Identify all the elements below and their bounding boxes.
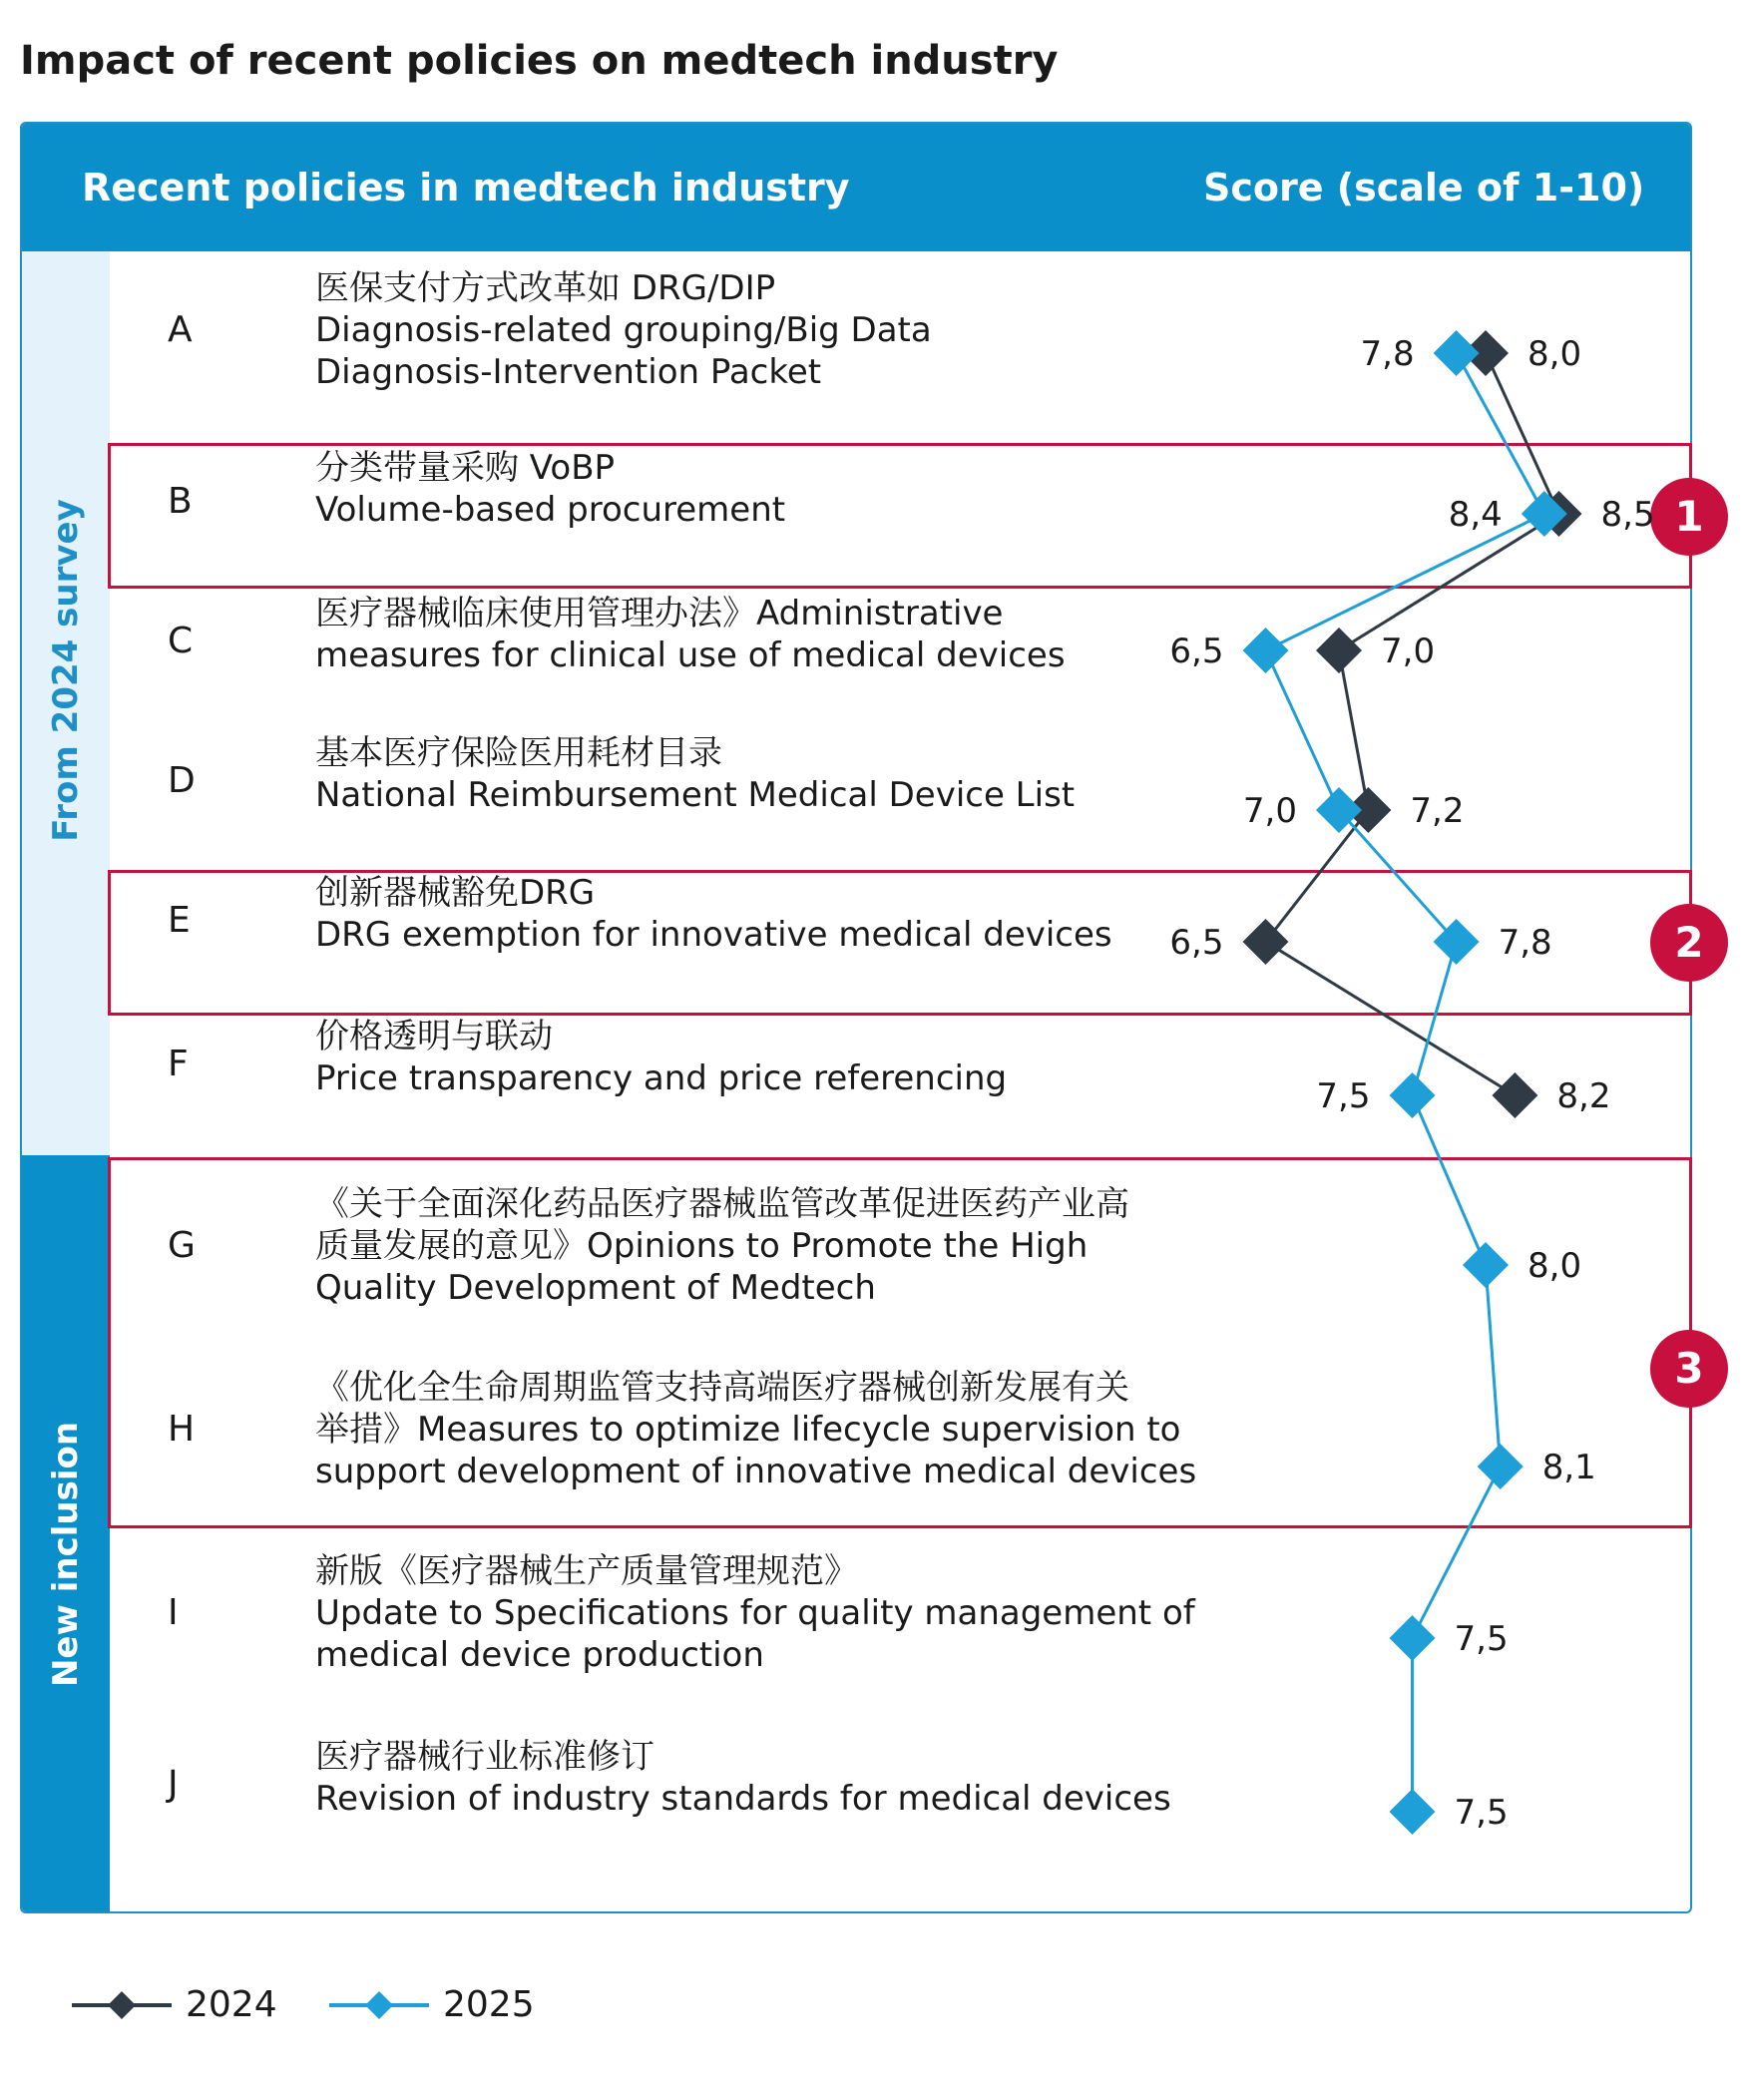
data-label-2025-C: 6,5	[1169, 631, 1224, 671]
policy-letter: F	[168, 1044, 189, 1084]
policy-en: 质量发展的意见》Opinions to Promote the High	[315, 1226, 1089, 1266]
policy-cn: 价格透明与联动	[315, 1017, 553, 1056]
header-policies: Recent policies in medtech industry	[82, 166, 850, 210]
policy-letter: B	[168, 481, 193, 522]
data-label-2025-F: 7,5	[1316, 1076, 1371, 1116]
data-label-2024-F: 8,2	[1556, 1076, 1611, 1116]
highlight-badge-3: 3	[1650, 1330, 1728, 1408]
legend-marker-2025-icon	[327, 1985, 431, 2025]
policy-letter: C	[168, 621, 194, 661]
data-label-2025-G: 8,0	[1528, 1246, 1582, 1286]
policy-cn: 医保支付方式改革如 DRG/DIP	[315, 268, 776, 308]
marker-2025-F	[1390, 1072, 1436, 1118]
policy-en: measures for clinical use of medical devices	[315, 635, 1066, 675]
policy-en: medical device production	[315, 1635, 764, 1675]
marker-2025-I	[1390, 1615, 1436, 1661]
marker-2024-C	[1316, 628, 1362, 673]
marker-2024-F	[1492, 1072, 1537, 1118]
data-label-2025-B: 8,4	[1448, 495, 1503, 535]
policy-en: National Reimbursement Medical Device List	[315, 775, 1076, 815]
policy-letter: I	[168, 1592, 179, 1633]
marker-2025-C	[1243, 628, 1289, 673]
series-line-2024	[1266, 353, 1559, 1095]
policy-en: DRG exemption for innovative medical devices	[315, 915, 1112, 955]
marker-2025-H	[1478, 1444, 1524, 1489]
legend-item-2025	[327, 1985, 686, 2025]
policy-letter: D	[168, 760, 196, 801]
policy-letter: J	[168, 1764, 179, 1805]
highlight-badge-2: 2	[1650, 904, 1728, 982]
data-label-2024-D: 7,2	[1410, 791, 1465, 831]
policy-en: Diagnosis-Intervention Packet	[315, 352, 822, 392]
policy-en: Volume-based procurement	[315, 490, 786, 530]
data-label-2024-A: 8,0	[1528, 334, 1582, 374]
chart-title: Impact of recent policies on medtech industry	[20, 38, 1059, 84]
group-new-label: New inclusion	[46, 1421, 86, 1688]
policy-letter: G	[168, 1225, 196, 1266]
data-label-2025-A: 7,8	[1360, 334, 1415, 374]
data-label-2024-E: 6,5	[1169, 923, 1224, 963]
data-label-2025-J: 7,5	[1454, 1793, 1509, 1833]
group-survey-label: From 2024 survey	[46, 499, 86, 842]
policy-letter: E	[168, 900, 191, 941]
policy-en: Update to Specifications for quality management of	[315, 1593, 1195, 1633]
policy-cn: 基本医疗保险医用耗材目录	[315, 733, 722, 773]
policy-en: Quality Development of Medtech	[315, 1268, 876, 1308]
marker-2025-A	[1434, 330, 1480, 376]
policy-en: 举措》Measures to optimize lifecycle supervision to	[315, 1410, 1181, 1450]
data-label-2024-B: 8,5	[1600, 495, 1655, 535]
marker-2025-G	[1463, 1242, 1509, 1288]
policy-cn: 分类带量采购 VoBP	[315, 448, 616, 488]
data-label-2025-I: 7,5	[1454, 1619, 1509, 1659]
data-label-2025-H: 8,1	[1541, 1448, 1596, 1487]
policy-cn: 《优化全生命周期监管支持高端医疗器械创新发展有关	[315, 1368, 1129, 1408]
policy-en: Price transparency and price referencing	[315, 1058, 1008, 1098]
data-label-2024-C: 7,0	[1381, 631, 1436, 671]
legend-marker-2024-icon	[70, 1985, 174, 2025]
policy-letter: A	[168, 309, 193, 350]
policy-en: Diagnosis-related grouping/Big Data	[315, 310, 932, 350]
legend-label-2025: 2025	[443, 1984, 535, 2025]
highlight-badge-1: 1	[1650, 478, 1728, 556]
policy-cn: 《关于全面深化药品医疗器械监管改革促进医药产业高	[315, 1184, 1129, 1224]
policy-cn: 医疗器械行业标准修订	[315, 1737, 655, 1777]
data-label-2025-D: 7,0	[1242, 791, 1297, 831]
policy-letter: H	[168, 1409, 196, 1450]
policy-cn: 新版《医疗器械生产质量管理规范》	[315, 1551, 858, 1591]
policy-en: support development of innovative medical devices	[315, 1452, 1197, 1491]
marker-2024-E	[1243, 919, 1289, 965]
policy-cn: 医疗器械临床使用管理办法》Administrative	[315, 594, 1004, 633]
header-score: Score (scale of 1-10)	[1203, 166, 1645, 210]
policy-cn: 创新器械豁免DRG	[315, 873, 596, 913]
marker-2025-J	[1390, 1789, 1436, 1835]
legend-label-2024: 2024	[186, 1984, 277, 2025]
policy-en: Revision of industry standards for medical devices	[315, 1779, 1171, 1819]
data-label-2025-E: 7,8	[1498, 923, 1552, 963]
